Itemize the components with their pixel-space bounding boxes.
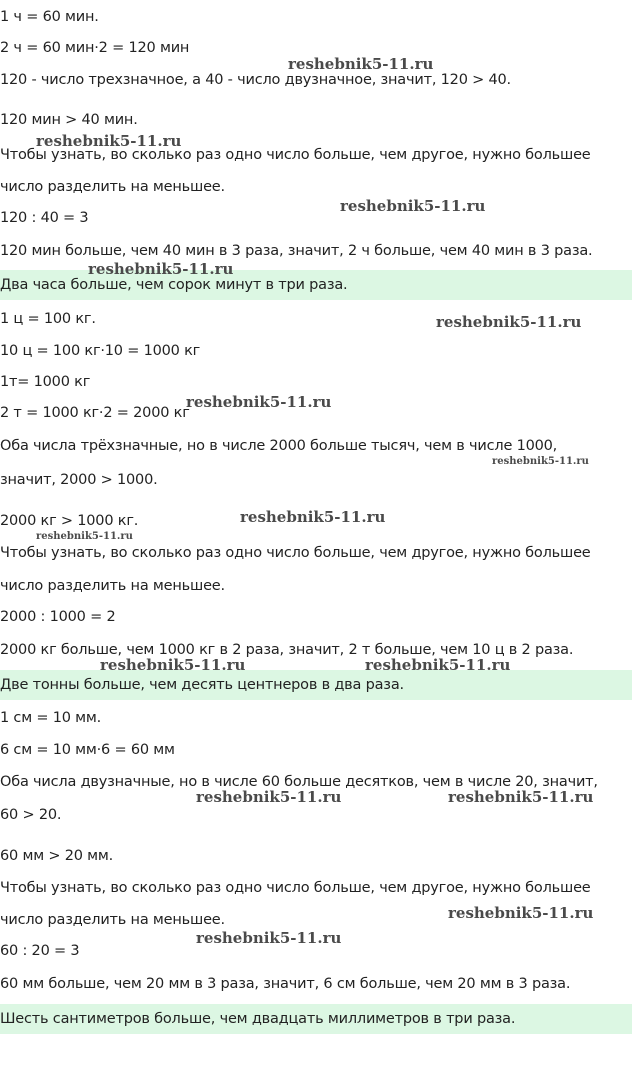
text-line: Чтобы узнать, во сколько раз одно число больше, чем другое, нужно большее [0, 147, 591, 163]
watermark: reshebnik5-11.ru [36, 132, 182, 150]
text-line: 60 мм > 20 мм. [0, 848, 114, 864]
watermark: reshebnik5-11.ru [36, 531, 133, 542]
text-line: Оба числа трёхзначные, но в числе 2000 больше тысяч, чем в числе 1000, [0, 438, 558, 454]
text-line: 10 ц = 100 кг·10 = 1000 кг [0, 343, 201, 359]
text-line: Оба числа двузначные, но в числе 60 больше десятков, чем в числе 20, значит, [0, 774, 598, 790]
text-line: 1 ч = 60 мин. [0, 9, 99, 25]
text-line: число разделить на меньшее. [0, 179, 225, 195]
watermark: reshebnik5-11.ru [240, 508, 386, 526]
text-line: 6 см = 10 мм·6 = 60 мм [0, 742, 175, 758]
watermark: reshebnik5-11.ru [100, 656, 246, 674]
text-line: число разделить на меньшее. [0, 578, 225, 594]
text-line: 2000 : 1000 = 2 [0, 609, 116, 625]
watermark: reshebnik5-11.ru [88, 260, 234, 278]
text-line: 120 мин > 40 мин. [0, 112, 138, 128]
answer-line: Шесть сантиметров больше, чем двадцать миллиметров в три раза. [0, 1004, 632, 1034]
text-line: 120 мин больше, чем 40 мин в 3 раза, значит, 2 ч больше, чем 40 мин в 3 раза. [0, 243, 593, 259]
watermark: reshebnik5-11.ru [492, 456, 589, 467]
watermark: reshebnik5-11.ru [288, 55, 434, 73]
text-line: 2000 кг > 1000 кг. [0, 513, 139, 529]
answer-line: Два часа больше, чем сорок минут в три раза. [0, 270, 632, 300]
text-line: 60 > 20. [0, 807, 62, 823]
text-line: 2 ч = 60 мин·2 = 120 мин [0, 40, 190, 56]
watermark: reshebnik5-11.ru [436, 313, 582, 331]
watermark: reshebnik5-11.ru [365, 656, 511, 674]
text-line: 1 ц = 100 кг. [0, 311, 96, 327]
watermark: reshebnik5-11.ru [340, 197, 486, 215]
watermark: reshebnik5-11.ru [196, 929, 342, 947]
text-line: 60 мм больше, чем 20 мм в 3 раза, значит, 6 см больше, чем 20 мм в 3 раза. [0, 976, 571, 992]
text-line: число разделить на меньшее. [0, 912, 225, 928]
watermark: reshebnik5-11.ru [448, 904, 594, 922]
text-line: 60 : 20 = 3 [0, 943, 80, 959]
text-line: значит, 2000 > 1000. [0, 472, 158, 488]
text-line: 2000 кг больше, чем 1000 кг в 2 раза, значит, 2 т больше, чем 10 ц в 2 раза. [0, 642, 574, 658]
text-line: Чтобы узнать, во сколько раз одно число больше, чем другое, нужно большее [0, 545, 591, 561]
watermark: reshebnik5-11.ru [196, 788, 342, 806]
text-line: 120 - число трехзначное, а 40 - число двузначное, значит, 120 > 40. [0, 72, 511, 88]
watermark: reshebnik5-11.ru [448, 788, 594, 806]
text-line: 1 см = 10 мм. [0, 710, 102, 726]
watermark: reshebnik5-11.ru [186, 393, 332, 411]
answer-line: Две тонны больше, чем десять центнеров в два раза. [0, 670, 632, 700]
text-line: Чтобы узнать, во сколько раз одно число больше, чем другое, нужно большее [0, 880, 591, 896]
text-line: 120 : 40 = 3 [0, 210, 89, 226]
text-line: 1т= 1000 кг [0, 374, 91, 390]
text-line: 2 т = 1000 кг·2 = 2000 кг [0, 405, 190, 421]
